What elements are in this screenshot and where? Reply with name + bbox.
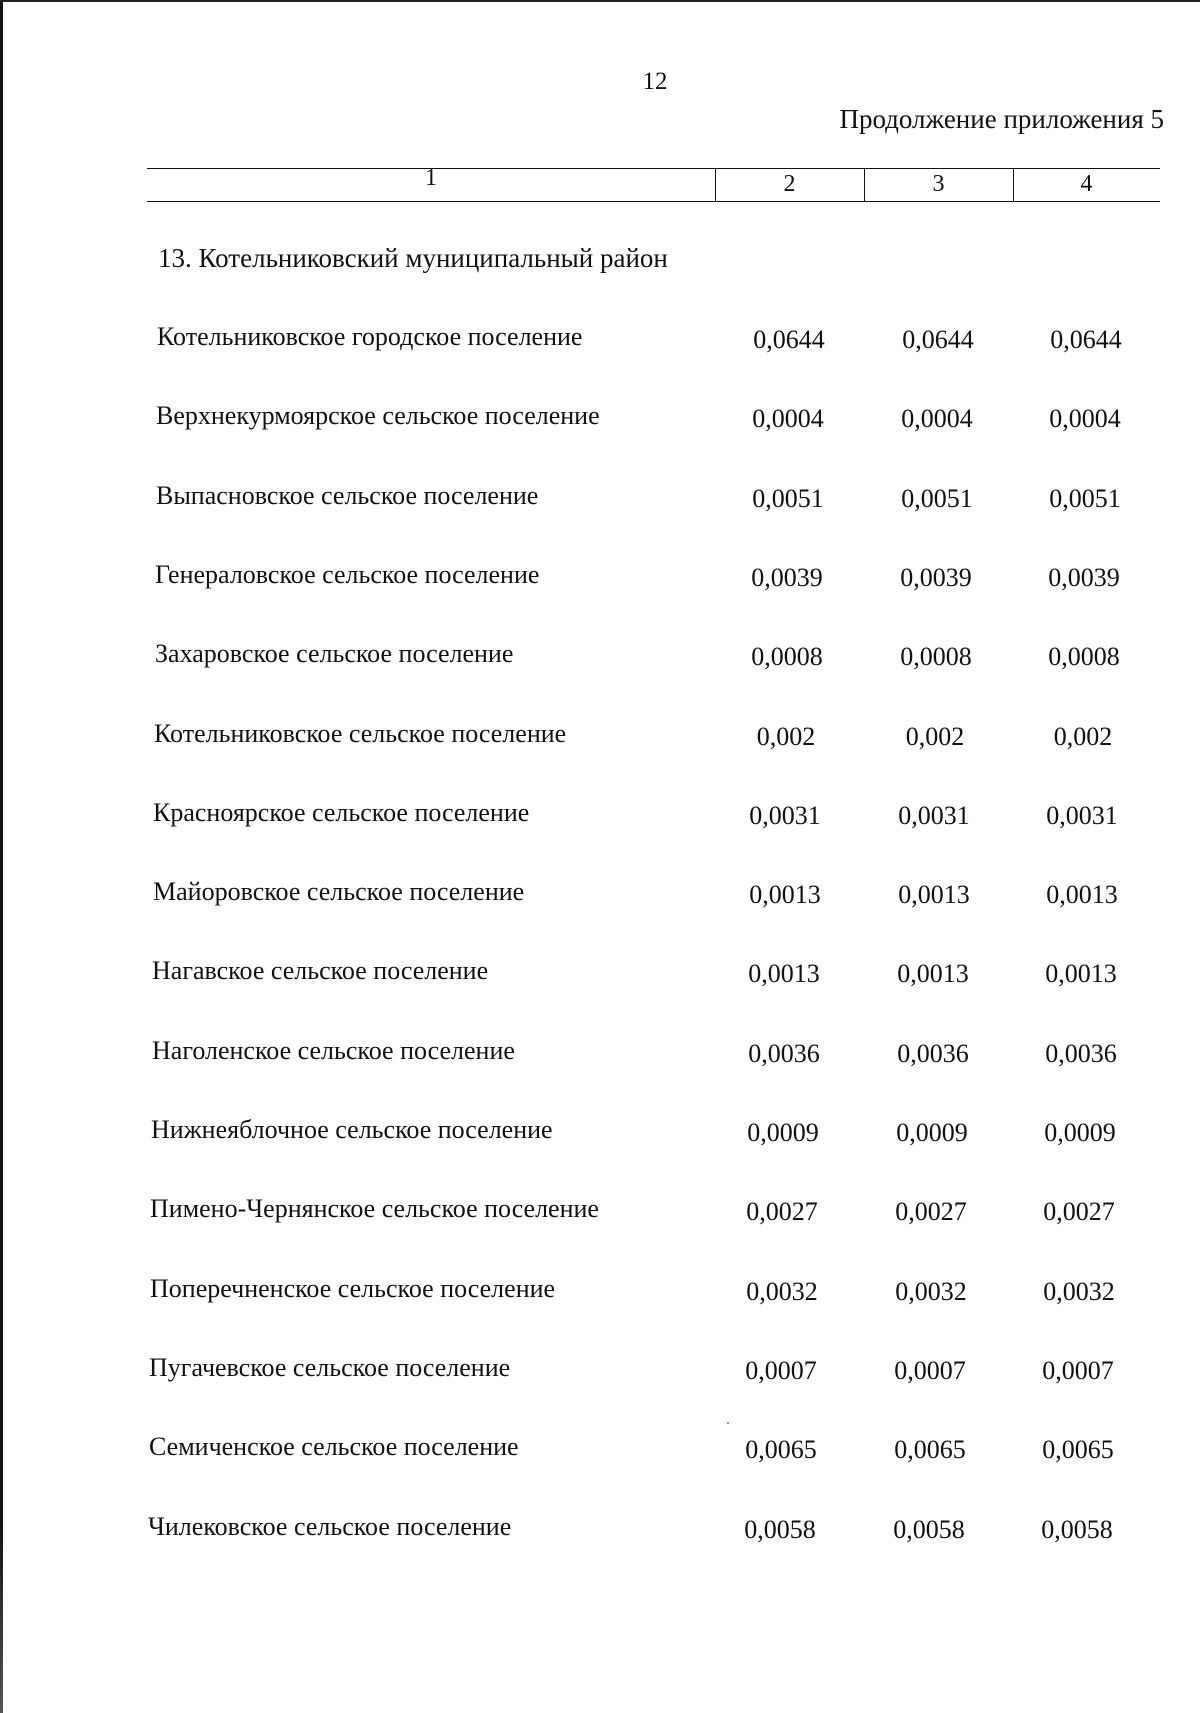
value-col-3: 0,0008 <box>900 642 972 671</box>
value-col-3: 0,0007 <box>894 1356 966 1385</box>
value-col-3: 0,0644 <box>902 325 974 354</box>
value-col-3: 0,0036 <box>897 1039 969 1068</box>
value-col-3: 0,0004 <box>901 404 973 433</box>
value-col-3: 0,0058 <box>893 1515 965 1544</box>
value-col-3: 0,0051 <box>901 484 973 513</box>
value-col-4: 0,0051 <box>1049 484 1121 513</box>
table-row <box>0 798 1200 838</box>
table-row <box>0 1036 1200 1076</box>
settlement-name: Наголенское сельское поселение <box>152 1036 515 1065</box>
continuation-label: Продолжение приложения 5 <box>839 104 1164 134</box>
value-col-2: 0,0051 <box>752 484 824 513</box>
scan-edge-top <box>0 0 1200 2</box>
value-col-4: 0,0031 <box>1046 801 1118 830</box>
value-col-3: 0,0031 <box>898 801 970 830</box>
value-col-3: 0,0009 <box>896 1118 968 1147</box>
value-col-4: 0,0009 <box>1044 1118 1116 1147</box>
value-col-3: 0,0032 <box>895 1277 967 1306</box>
settlement-name: Нагавское сельское поселение <box>152 956 489 985</box>
column-header-row <box>147 165 1160 204</box>
settlement-name: Майоровское сельское поселение <box>153 877 525 906</box>
value-col-2: 0,0007 <box>745 1356 817 1385</box>
settlement-name: Котельниковское сельское поселение <box>154 719 567 748</box>
table-row <box>0 719 1200 759</box>
value-col-3: 0,0039 <box>900 563 972 592</box>
value-col-4: 0,0039 <box>1048 563 1120 592</box>
value-col-4: 0,0013 <box>1046 880 1118 909</box>
settlement-name: Верхнекурмоярское сельское поселение <box>156 401 600 430</box>
value-col-2: 0,0058 <box>744 1515 816 1544</box>
settlement-name: Котельниковское городское поселение <box>157 322 583 351</box>
value-col-4: 0,0644 <box>1050 325 1122 354</box>
settlement-name: Захаровское сельское поселение <box>155 639 514 668</box>
value-col-2: 0,0036 <box>748 1039 820 1068</box>
header-bottom-rule <box>147 201 1160 202</box>
value-col-3: 0,002 <box>905 722 965 751</box>
value-col-3: 0,0027 <box>895 1197 967 1226</box>
settlement-name: Нижнеяблочное сельское поселение <box>151 1115 553 1144</box>
settlement-name: Выпасновское сельское поселение <box>156 481 539 510</box>
page-number: 12 <box>642 68 668 95</box>
table-row <box>0 1194 1200 1234</box>
value-col-2: 0,0013 <box>749 880 821 909</box>
table-row <box>0 1274 1200 1314</box>
value-col-2: 0,0031 <box>749 801 821 830</box>
value-col-4: 0,002 <box>1053 722 1113 751</box>
value-col-3: 0,0013 <box>898 880 970 909</box>
table-row <box>0 1115 1200 1155</box>
table-row <box>0 639 1200 679</box>
value-col-2: 0,0009 <box>747 1118 819 1147</box>
table-row <box>0 956 1200 996</box>
column-header-1: 1 <box>425 165 437 191</box>
value-col-2: 0,0065 <box>745 1435 817 1464</box>
column-header-4: 4 <box>1080 171 1093 197</box>
value-col-4: 0,0065 <box>1042 1435 1114 1464</box>
table-row <box>0 322 1200 362</box>
table-row <box>0 481 1200 521</box>
column-header-3: 3 <box>932 171 945 197</box>
table-row <box>0 1432 1200 1472</box>
value-col-3: 0,0013 <box>897 959 969 988</box>
table-row <box>0 1512 1200 1552</box>
settlement-name: Пугачевское сельское поселение <box>149 1353 511 1382</box>
value-col-4: 0,0027 <box>1043 1197 1115 1226</box>
value-col-4: 0,0008 <box>1048 642 1120 671</box>
settlement-name: Чилековское сельское поселение <box>148 1512 512 1541</box>
value-col-2: 0,0013 <box>748 959 820 988</box>
scan-speck <box>727 1422 729 1424</box>
value-col-4: 0,0013 <box>1045 959 1117 988</box>
value-col-4: 0,0036 <box>1045 1039 1117 1068</box>
table-row <box>0 877 1200 917</box>
value-col-2: 0,0032 <box>746 1277 818 1306</box>
value-col-3: 0,0065 <box>894 1435 966 1464</box>
settlement-name: Семиченское сельское поселение <box>149 1432 519 1461</box>
value-col-2: 0,0004 <box>752 404 824 433</box>
value-col-2: 0,002 <box>756 722 816 751</box>
section-title: 13. Котельниковский муниципальный район <box>158 243 668 273</box>
value-col-4: 0,0007 <box>1042 1356 1114 1385</box>
settlement-name: Красноярское сельское поселение <box>153 798 530 827</box>
value-col-2: 0,0008 <box>751 642 823 671</box>
settlement-name: Пимено-Чернянское сельское поселение <box>150 1194 599 1223</box>
table-row <box>0 560 1200 600</box>
column-header-2: 2 <box>783 171 796 197</box>
value-col-2: 0,0039 <box>751 563 823 592</box>
value-col-2: 0,0027 <box>746 1197 818 1226</box>
table-row <box>0 1353 1200 1393</box>
value-col-4: 0,0004 <box>1049 404 1121 433</box>
table-row <box>0 401 1200 441</box>
value-col-4: 0,0032 <box>1043 1277 1115 1306</box>
value-col-4: 0,0058 <box>1041 1515 1113 1544</box>
value-col-2: 0,0644 <box>753 325 825 354</box>
settlement-name: Генераловское сельское поселение <box>155 560 540 589</box>
settlement-name: Поперечненское сельское поселение <box>150 1274 556 1303</box>
